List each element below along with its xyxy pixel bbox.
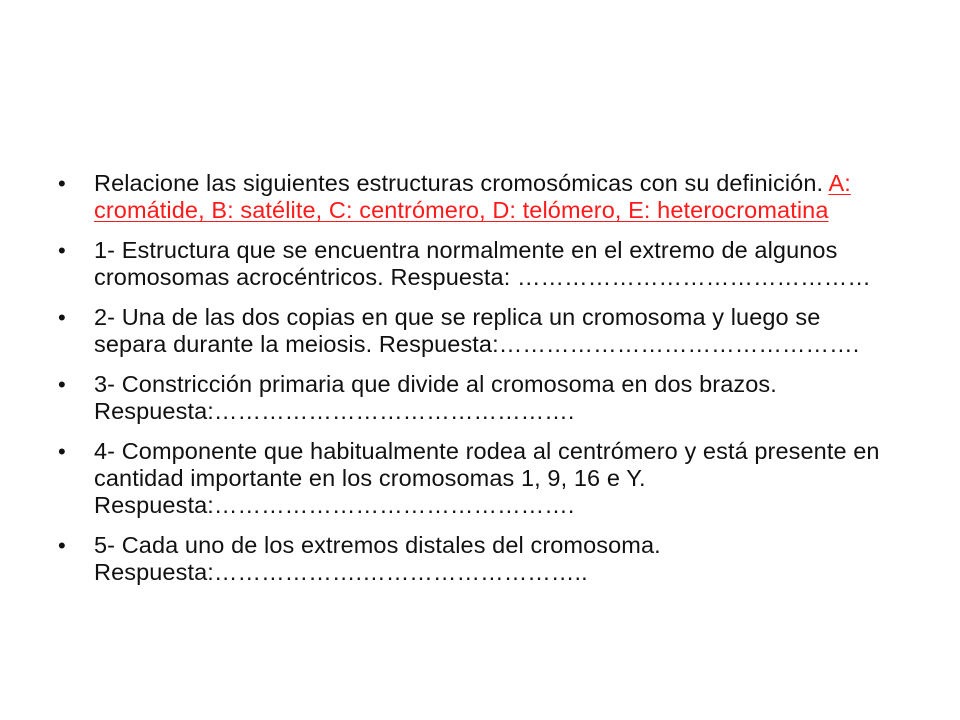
answer-key-options: A: cromátide, B: satélite, C: centrómero, D: telómero, E: heterocromatina (94, 170, 851, 223)
bullet-icon: • (58, 372, 66, 397)
question-text-1: 1- Estructura que se encuentra normalmente en el extremo de algunos cromosomas acrocéntricos. Respuesta: ……………………………………… (94, 237, 871, 290)
question-text-3: 3- Constricción primaria que divide al cromosoma en dos brazos. Respuesta:………………………………………. (94, 371, 777, 424)
question-text-4: 4- Componente que habitualmente rodea al centrómero y está presente en cantidad importante en los cromosomas 1, 9, 16 e Y. Respuesta:………………………………………. (94, 438, 880, 518)
bullet-icon: • (58, 171, 66, 196)
bullet-icon: • (58, 238, 66, 263)
question-text-5: 5- Cada uno de los extremos distales del cromosoma. Respuesta:……………….……………………….. (94, 532, 661, 585)
question-item-1 (58, 237, 898, 291)
bullet-list (58, 170, 898, 599)
instruction-item (58, 170, 898, 224)
bullet-icon: • (58, 439, 66, 464)
bullet-icon: • (58, 533, 66, 558)
instruction-text: Relacione las siguientes estructuras cromosómicas con su definición. (94, 170, 829, 196)
question-text-2: 2- Una de las dos copias en que se replica un cromosoma y luego se separa durante la meiosis. Respuesta:………………………………………. (94, 304, 860, 357)
question-item-3 (58, 371, 898, 425)
question-item-4 (58, 438, 898, 519)
question-item-2 (58, 304, 898, 358)
question-item-5 (58, 532, 898, 586)
bullet-icon: • (58, 305, 66, 330)
